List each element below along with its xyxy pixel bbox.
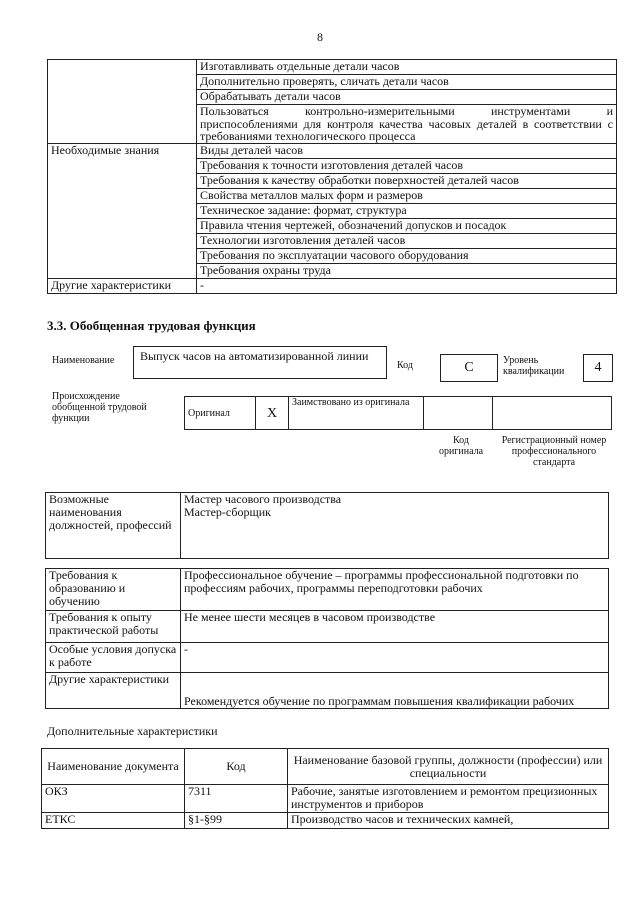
skills-label-cell bbox=[48, 60, 197, 144]
col-doc-header: Наименование документа bbox=[42, 749, 185, 785]
skill-row: Пользоваться контрольно-измерительными инструментами и приспособлениями для контроля качества часовых деталей в соответствии с требованиями технологического процесса bbox=[197, 105, 617, 144]
origin-table bbox=[184, 396, 612, 430]
origin-label: Происхождение обобщенной трудовой функции bbox=[52, 391, 147, 424]
name-value: Выпуск часов на автоматизированной линии bbox=[133, 346, 387, 379]
original-label: Оригинал bbox=[185, 397, 256, 430]
section-heading: 3.3. Обобщенная трудовая функция bbox=[47, 318, 256, 333]
name-label: Наименование bbox=[52, 355, 115, 366]
code-label: Код bbox=[397, 360, 413, 371]
col-name-header: Наименование базовой группы, должности (профессии) или специальности bbox=[288, 749, 609, 785]
borrowed-label: Заимствовано из оригинала bbox=[289, 397, 424, 430]
table-cell-doc: ЕТКС bbox=[42, 813, 185, 829]
level-value: 4 bbox=[583, 354, 613, 382]
requirements-table bbox=[45, 568, 609, 709]
education-label: Требования к образованию и обучению bbox=[46, 569, 181, 611]
position-item: Мастер часового производства bbox=[184, 492, 342, 506]
experience-label: Требования к опыту практической работы bbox=[46, 611, 181, 643]
knowledge-row: Требования по эксплуатации часового оборудования bbox=[197, 248, 617, 263]
level-label: Уровень квалификации bbox=[503, 355, 565, 377]
knowledge-table bbox=[47, 59, 617, 294]
knowledge-row: Требования к качеству обработки поверхностей деталей часов bbox=[197, 173, 617, 188]
other-value: - bbox=[197, 278, 617, 293]
education-value: Профессиональное обучение – программы профессиональной подготовки по профессиям рабочих, программы переподготовки рабочих bbox=[181, 569, 609, 611]
other-characteristics-label: Другие характеристики bbox=[46, 673, 181, 709]
table-cell-doc: ОКЗ bbox=[42, 785, 185, 813]
experience-value: Не менее шести месяцев в часовом производстве bbox=[181, 611, 609, 643]
original-mark: Х bbox=[256, 397, 289, 430]
knowledge-row: Требования охраны труда bbox=[197, 263, 617, 278]
additional-heading: Дополнительные характеристики bbox=[47, 724, 218, 738]
knowledge-row: Технологии изготовления деталей часов bbox=[197, 233, 617, 248]
table-cell-name: Производство часов и технических камней, bbox=[288, 813, 609, 829]
other-label: Другие характеристики bbox=[48, 278, 197, 293]
position-item: Мастер-сборщик bbox=[184, 505, 271, 519]
positions-label: Возможные наименования должностей, профессий bbox=[46, 493, 181, 559]
additional-table bbox=[41, 748, 609, 829]
knowledge-label: Необходимые знания bbox=[48, 143, 197, 278]
skill-row: Изготавливать отдельные детали часов bbox=[197, 60, 617, 75]
table-cell-name: Рабочие, занятые изготовлением и ремонтом прецизионных инструментов и приборов bbox=[288, 785, 609, 813]
page-number: 8 bbox=[317, 30, 323, 44]
col-code-header: Код bbox=[185, 749, 288, 785]
conditions-value: - bbox=[181, 643, 609, 673]
skill-row: Обрабатывать детали часов bbox=[197, 90, 617, 105]
conditions-label: Особые условия допуска к работе bbox=[46, 643, 181, 673]
knowledge-row: Свойства металлов малых форм и размеров bbox=[197, 188, 617, 203]
knowledge-row: Требования к точности изготовления деталей часов bbox=[197, 158, 617, 173]
reg-number-cell bbox=[493, 397, 612, 430]
knowledge-row: Виды деталей часов bbox=[197, 143, 617, 158]
table-cell-code: 7311 bbox=[185, 785, 288, 813]
code-original-caption: Код оригинала bbox=[438, 435, 484, 457]
knowledge-row: Техническое задание: формат, структура bbox=[197, 203, 617, 218]
knowledge-row: Правила чтения чертежей, обозначений допусков и посадок bbox=[197, 218, 617, 233]
other-characteristics-value: Рекомендуется обучение по программам повышения квалификации рабочих bbox=[181, 673, 609, 709]
positions-table bbox=[45, 492, 609, 559]
code-value: С bbox=[440, 354, 498, 382]
skill-row: Дополнительно проверять, сличать детали часов bbox=[197, 75, 617, 90]
positions-values bbox=[181, 493, 609, 559]
table-cell-code: §1-§99 bbox=[185, 813, 288, 829]
reg-number-caption: Регистрационный номер профессионального стандарта bbox=[501, 435, 607, 468]
code-original-cell bbox=[424, 397, 493, 430]
